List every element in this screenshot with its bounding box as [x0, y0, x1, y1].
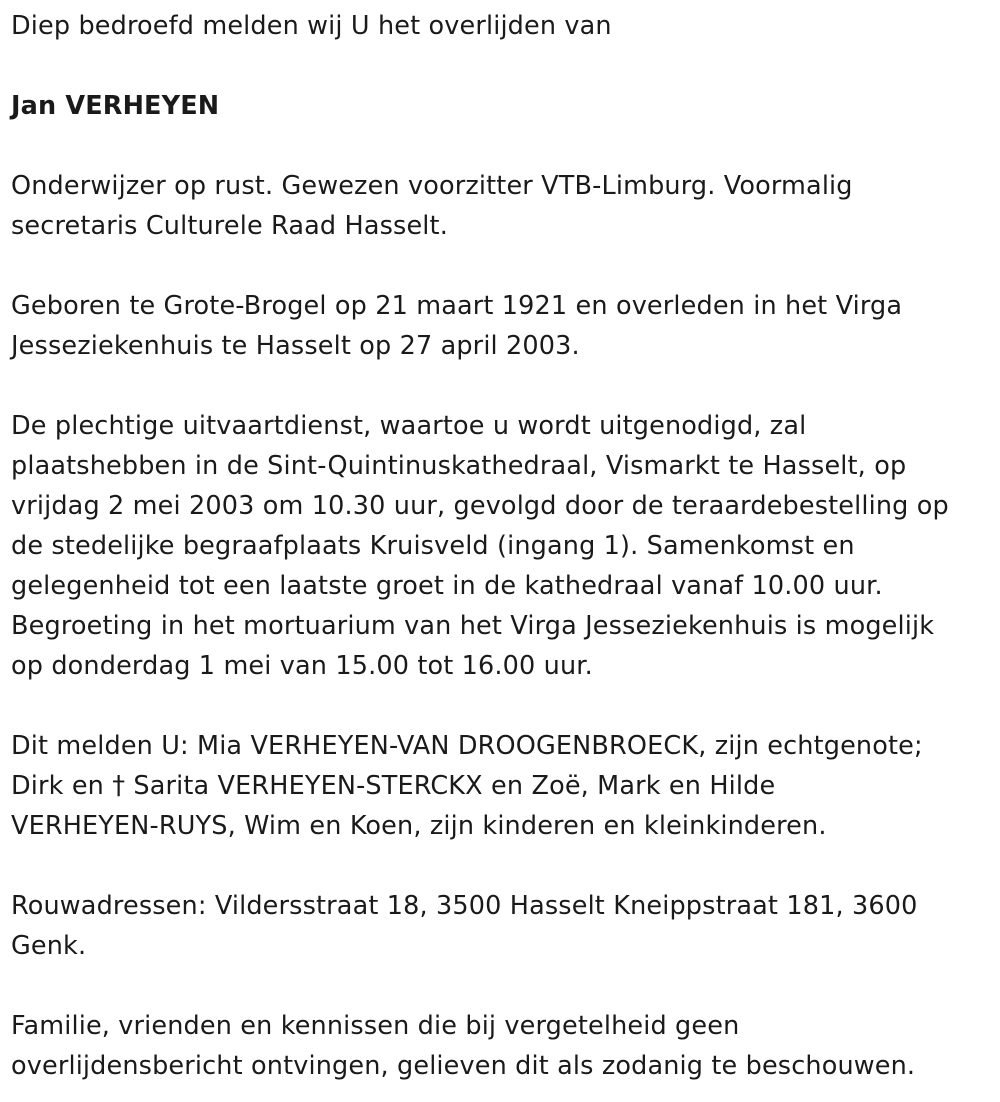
funeral-line: de stedelijke begraafplaats Kruisveld (ingang 1). Samenkomst en — [11, 531, 855, 561]
family-announcement — [11, 726, 986, 846]
funeral-line: vrijdag 2 mei 2003 om 10.30 uur, gevolgd door de teraardebestelling op — [11, 491, 949, 521]
deceased-name: Jan VERHEYEN — [11, 91, 220, 121]
occupation-text: Onderwijzer op rust. Gewezen voorzitter VTB-Limburg. Voormalig secretaris Culturele Raad Hasselt. — [11, 171, 853, 241]
funeral-line: plaatshebben in de Sint-Quintinuskathedraal, Vismarkt te Hasselt, op — [11, 451, 907, 481]
funeral-line: op donderdag 1 mei van 15.00 tot 16.00 uur. — [11, 651, 593, 681]
funeral-line: Begroeting in het mortuarium van het Virga Jesseziekenhuis is mogelijk — [11, 611, 935, 641]
closing-line: Familie, vrienden en kennissen die bij vergetelheid geen — [11, 1011, 740, 1041]
death-notice — [11, 6, 986, 1086]
funeral-line: De plechtige uitvaartdienst, waartoe u wordt uitgenodigd, zal — [11, 411, 807, 441]
intro-text: Diep bedroefd melden wij U het overlijden van — [11, 11, 612, 41]
closing-note — [11, 1006, 986, 1086]
birth-death-text: Geboren te Grote-Brogel op 21 maart 1921 en overleden in het Virga Jesseziekenhuis te Hasselt op 27 april 2003. — [11, 291, 903, 361]
family-line: Dit melden U: Mia VERHEYEN-VAN DROOGENBROECK, zijn echtgenote; — [11, 731, 923, 761]
mourning-addresses: Rouwadressen: Vildersstraat 18, 3500 Hasselt Kneippstraat 181, 3600 Genk. — [11, 891, 918, 961]
funeral-details — [11, 406, 986, 686]
closing-line: overlijdensbericht ontvingen, gelieven dit als zodanig te beschouwen. — [11, 1051, 916, 1081]
family-line: Dirk en † Sarita VERHEYEN-STERCKX en Zoë, Mark en Hilde — [11, 771, 776, 801]
family-line: VERHEYEN-RUYS, Wim en Koen, zijn kinderen en kleinkinderen. — [11, 811, 827, 841]
funeral-line: gelegenheid tot een laatste groet in de kathedraal vanaf 10.00 uur. — [11, 571, 883, 601]
